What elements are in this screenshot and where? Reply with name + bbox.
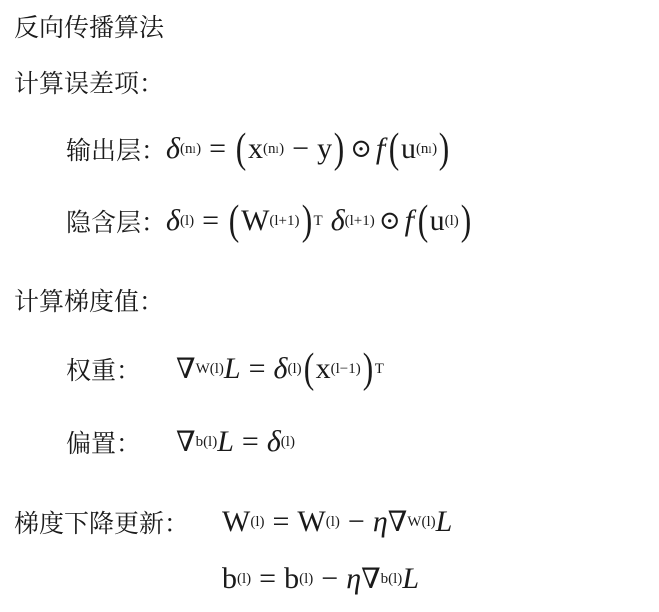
output-layer-equation: δ (nₗ) = ( x (nₗ) − y ) ⊙ f ' ( u (nₗ) ) xyxy=(166,126,450,172)
weight-gradient-formula xyxy=(66,348,384,390)
section-gradient-heading: 计算梯度值： xyxy=(14,287,165,316)
hidden-layer-equation: δ (l) = ( W (l+1) ) T δ (l+1) ⊙ f ' ( u (l) ) xyxy=(166,198,472,244)
update-bias-formula xyxy=(222,562,419,596)
bias-label: 偏置： xyxy=(66,429,142,458)
weight-label: 权重： xyxy=(66,356,142,385)
output-layer-formula xyxy=(66,128,451,170)
update-label: 梯度下降更新： xyxy=(14,509,190,538)
hidden-layer-label: 隐含层： xyxy=(66,208,167,237)
output-layer-label: 输出层： xyxy=(66,136,167,165)
section-error-heading: 计算误差项： xyxy=(14,69,165,98)
update-bias-equation: b (l) = b (l) − η ∇ b(l) L xyxy=(222,562,419,595)
hidden-layer-formula xyxy=(66,200,473,242)
page-title: 反向传播算法 xyxy=(14,13,165,42)
bias-gradient-equation: ∇ b(l) L = δ (l) xyxy=(176,425,295,458)
bias-gradient-formula xyxy=(66,424,295,460)
update-weight-formula xyxy=(14,504,452,540)
update-weight-equation: W (l) = W (l) − η ∇ W(l) L xyxy=(222,505,453,538)
weight-gradient-equation: ∇ W(l) L = δ (l) ( x (l−1) ) T xyxy=(176,346,384,392)
